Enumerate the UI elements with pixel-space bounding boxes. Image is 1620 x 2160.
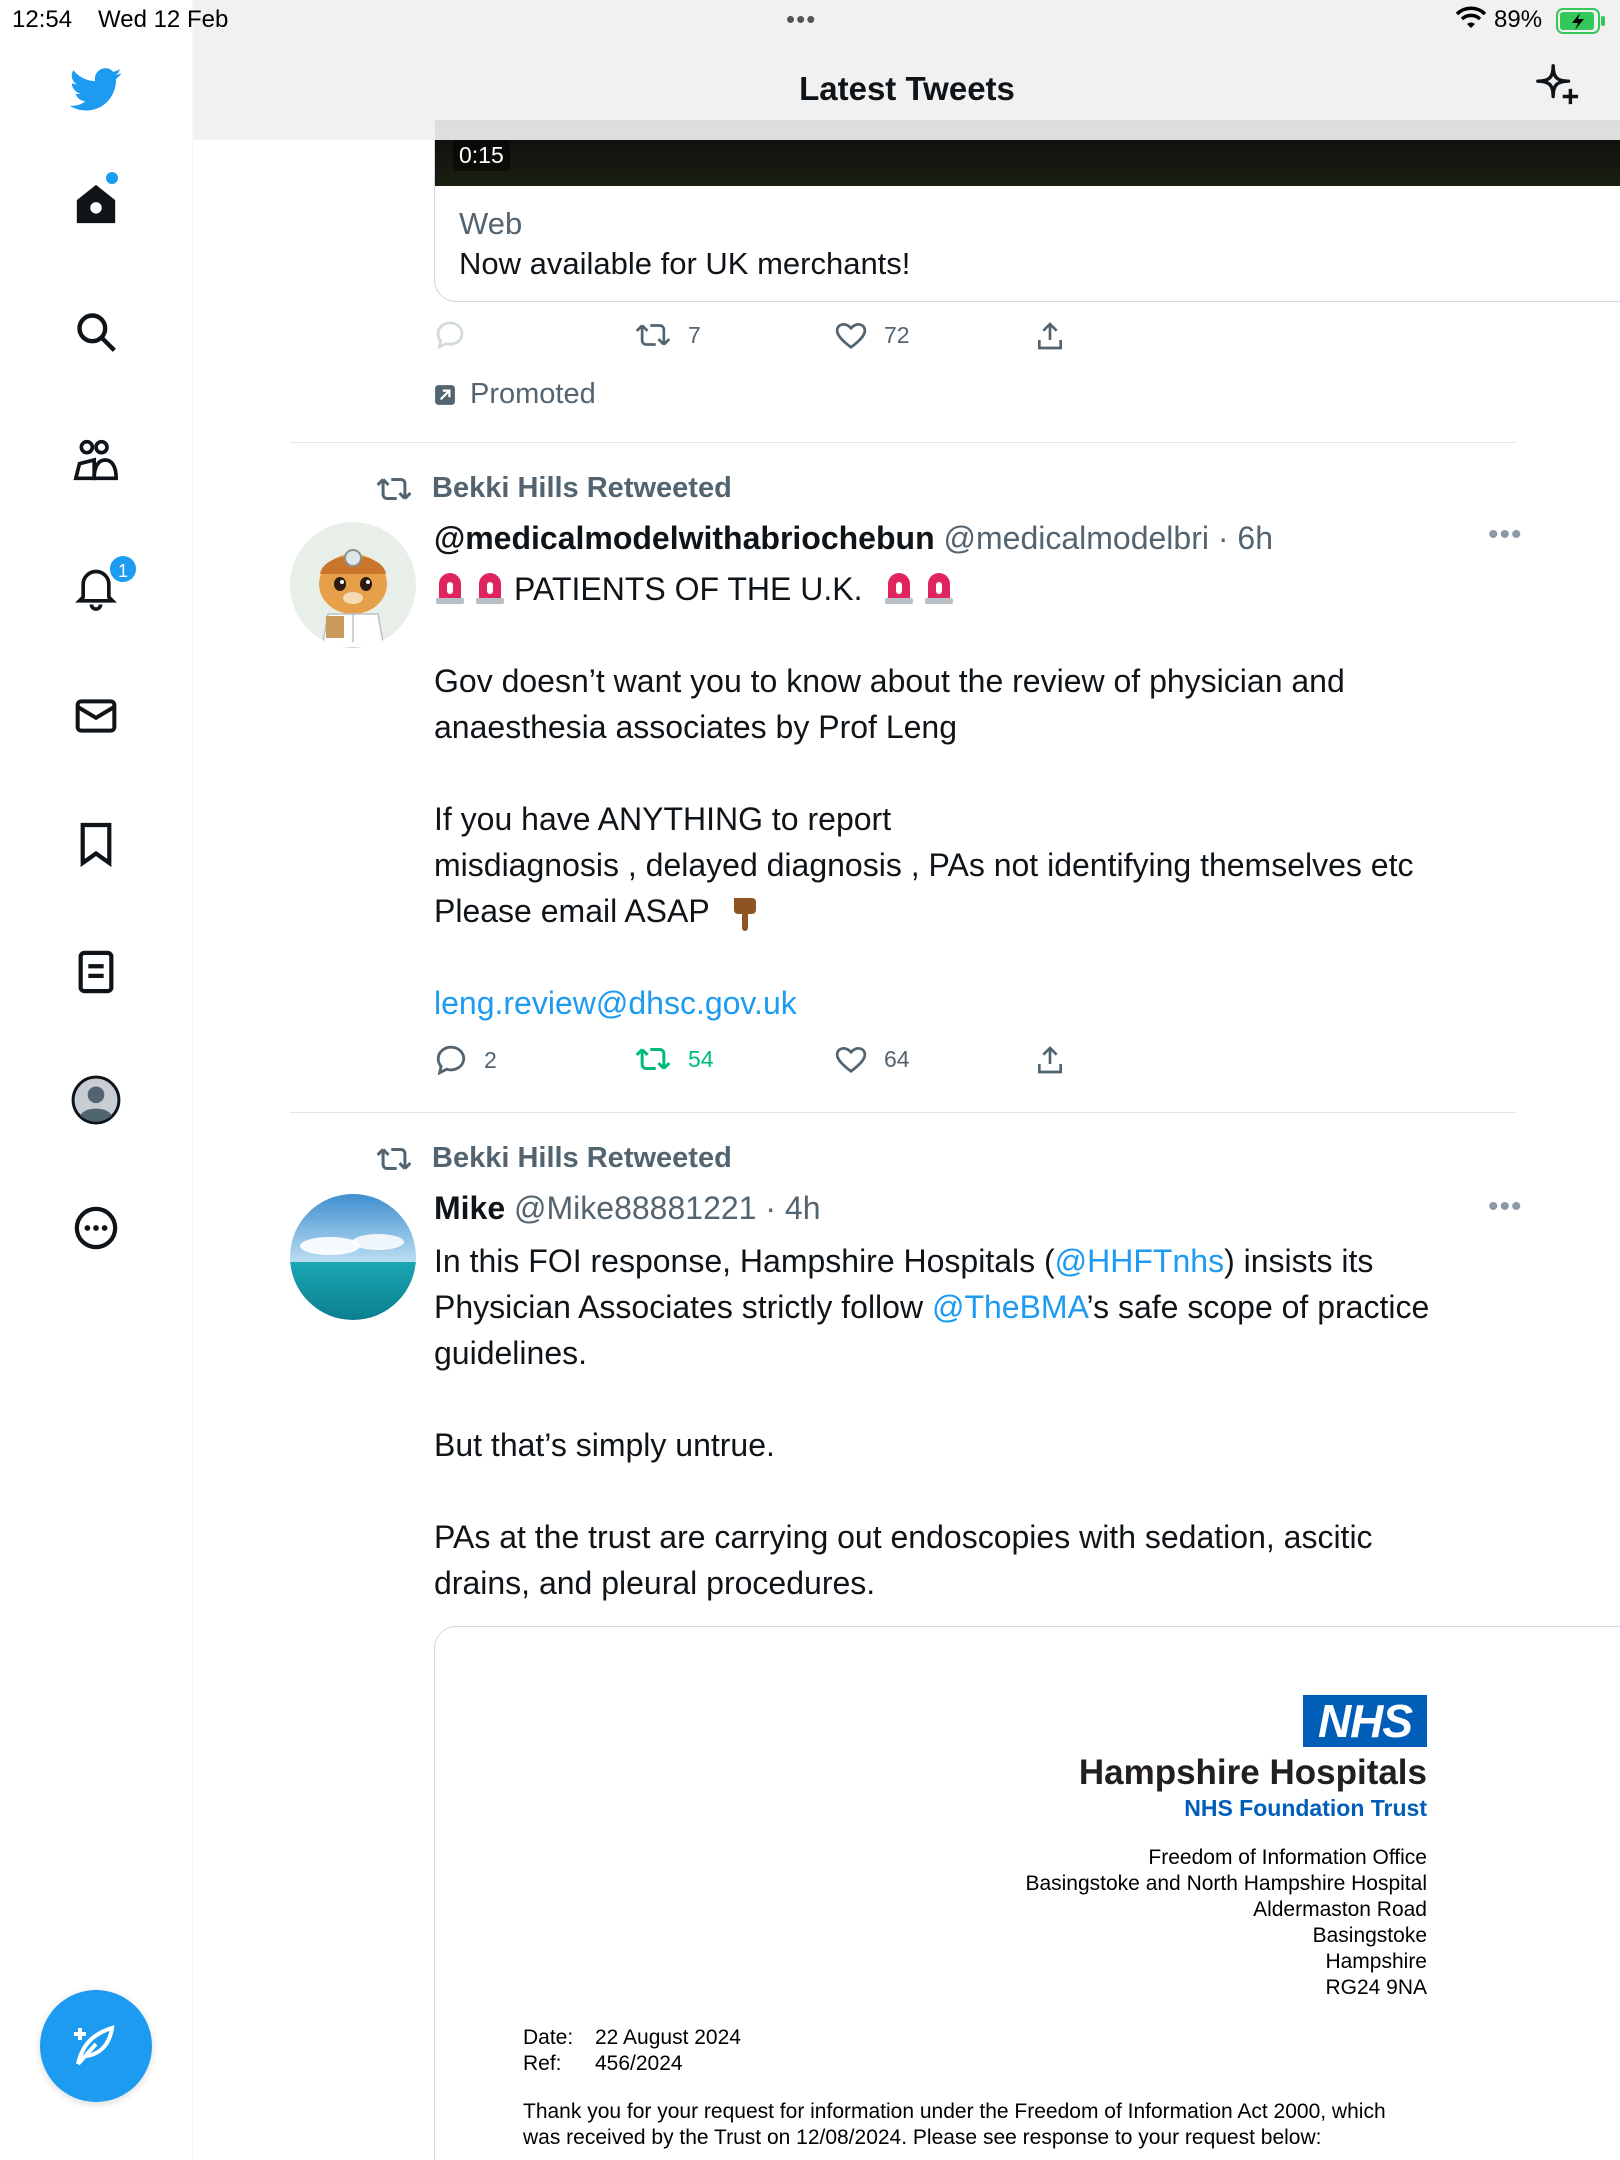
attached-document-image[interactable] [434, 1626, 1620, 2160]
profile-avatar-icon[interactable] [66, 1070, 126, 1130]
compose-tweet-button[interactable] [40, 1990, 152, 2102]
address-line: Basingstoke and North Hampshire Hospital [1025, 1872, 1427, 1895]
retweeted-by-label [374, 1142, 732, 1175]
tweet-more-icon[interactable]: ••• [1488, 1190, 1523, 1223]
user-handle[interactable]: @Mike88881221 [514, 1190, 757, 1226]
search-icon[interactable] [66, 302, 126, 362]
ref-value: 456/2024 [595, 2052, 683, 2075]
tweet-line: guidelines. [434, 1335, 587, 1371]
tweet-time: · 4h [765, 1190, 821, 1226]
communities-icon[interactable] [66, 430, 126, 490]
tweet-text-run: ’s safe scope of practice [1086, 1289, 1430, 1325]
mention-link[interactable]: @HHFTnhs [1054, 1243, 1225, 1279]
promoted-text: Promoted [470, 378, 596, 410]
home-unread-dot [106, 172, 118, 184]
lists-icon[interactable] [66, 942, 126, 1002]
retweet-button[interactable] [634, 320, 701, 350]
video-duration: 0:15 [453, 140, 510, 171]
address-line: Basingstoke [1312, 1924, 1427, 1947]
tweet-body [434, 1238, 1524, 1606]
date-value: 22 August 2024 [595, 2026, 741, 2049]
address-line: Freedom of Information Office [1148, 1846, 1427, 1869]
tweet-line [434, 1238, 1524, 1284]
address-line: RG24 9NA [1325, 1976, 1427, 1999]
share-button[interactable] [1034, 1044, 1066, 1076]
document-body-line: was received by the Trust on 12/08/2024. Please see response to your request below: [523, 2126, 1322, 2149]
tweet-line [434, 1284, 1524, 1330]
status-time: 12:54 [12, 6, 73, 33]
tweet-divider [290, 1112, 1516, 1113]
display-name[interactable]: Mike [434, 1190, 506, 1226]
more-options-icon[interactable] [66, 1198, 126, 1258]
multitasking-dots-icon[interactable]: ••• [786, 4, 817, 34]
retweeted-by-label [374, 472, 732, 505]
police-light-emoji-icon [883, 570, 915, 604]
police-light-emoji-icon [474, 570, 506, 604]
document-body [523, 2099, 1443, 2151]
tweet-line: PAs at the trust are carrying out endoscopies with sedation, ascitic [434, 1519, 1373, 1555]
mention-link[interactable]: @TheBMA [931, 1289, 1087, 1325]
home-icon[interactable] [66, 174, 126, 234]
timeline [194, 0, 1620, 2160]
police-light-emoji-icon [434, 570, 466, 604]
bookmark-icon[interactable] [66, 814, 126, 874]
sidebar [0, 0, 193, 2160]
retweet-button[interactable] [634, 1044, 714, 1074]
tweet-line-text: Please email ASAP [434, 893, 710, 929]
status-bar [0, 0, 1620, 40]
tweet-divider [290, 442, 1516, 443]
retweeted-by-text: Bekki Hills Retweeted [432, 1142, 732, 1174]
reply-button[interactable] [434, 320, 466, 350]
document-address [1025, 1845, 1427, 2001]
tweet-time: · 6h [1217, 520, 1273, 556]
like-count: 64 [884, 1045, 910, 1072]
like-count: 72 [884, 321, 910, 348]
card-domain: Web [459, 206, 523, 241]
tweet-line: anaesthesia associates by Prof Leng [434, 709, 957, 745]
retweeted-by-text: Bekki Hills Retweeted [432, 472, 732, 504]
tweet-line [434, 566, 1524, 612]
address-line: Aldermaston Road [1253, 1898, 1427, 1921]
document-org-name: Hampshire Hospitals [1078, 1753, 1427, 1792]
page-title: Latest Tweets [799, 70, 1015, 107]
tweet-line: Gov doesn’t want you to know about the review of physician and [434, 663, 1345, 699]
tweet-text-run: Physician Associates strictly follow [434, 1289, 932, 1325]
display-name[interactable]: @medicalmodelwithabriochebun [434, 520, 935, 556]
twitter-logo-icon[interactable] [66, 60, 126, 120]
tweet-text-run: ) insists its [1224, 1243, 1374, 1279]
document-trust-name: NHS Foundation Trust [1184, 1795, 1427, 1821]
tweet-header [434, 520, 1273, 557]
battery-percent: 89% [1494, 6, 1543, 33]
avatar[interactable] [290, 1194, 416, 1320]
tweet-header [434, 1190, 820, 1227]
address-line: Hampshire [1325, 1950, 1427, 1973]
messages-envelope-icon[interactable] [66, 686, 126, 746]
reply-button[interactable] [434, 1044, 497, 1076]
wifi-icon [1456, 6, 1486, 37]
tweet-line: misdiagnosis , delayed diagnosis , PAs not identifying themselves etc [434, 847, 1414, 883]
police-light-emoji-icon [923, 570, 955, 604]
status-date: Wed 12 Feb [98, 6, 229, 33]
email-link[interactable]: leng.review@dhsc.gov.uk [434, 985, 797, 1021]
date-label: Date: [523, 2026, 574, 2049]
reply-count: 2 [484, 1046, 497, 1073]
ref-label: Ref: [523, 2052, 562, 2075]
retweet-count: 54 [688, 1045, 714, 1072]
notification-count-badge: 1 [108, 554, 138, 584]
share-button[interactable] [1034, 320, 1066, 352]
battery-charging-icon [1556, 8, 1606, 41]
tweet-body [434, 566, 1524, 1026]
tweet-line [434, 888, 1524, 934]
sparkle-icon[interactable] [1534, 62, 1580, 113]
tweet-line: But that’s simply untrue. [434, 1427, 775, 1463]
document-meta [523, 2025, 741, 2077]
tweet-text-run: In this FOI response, Hampshire Hospitals ( [434, 1243, 1055, 1279]
document-body-line: Thank you for your request for information under the Freedom of Information Act 2000, which [523, 2100, 1386, 2123]
like-button[interactable] [834, 320, 910, 350]
tweet-action-bar [434, 1044, 1534, 1084]
tweet-more-icon[interactable]: ••• [1488, 518, 1523, 551]
pointing-down-emoji-icon [730, 894, 760, 932]
like-button[interactable] [834, 1044, 910, 1074]
tweet-headline-text: PATIENTS OF THE U.K. [514, 571, 863, 607]
card-headline: Now available for UK merchants! [459, 246, 911, 281]
promo-link-card[interactable] [434, 120, 1620, 302]
nhs-logo: NHS [1303, 1695, 1427, 1747]
tweet-line: drains, and pleural procedures. [434, 1565, 876, 1601]
avatar[interactable] [290, 522, 416, 648]
promo-action-bar [434, 320, 1534, 360]
user-handle[interactable]: @medicalmodelbri [943, 520, 1209, 556]
retweet-count: 7 [688, 321, 701, 348]
tweet-line: If you have ANYTHING to report [434, 801, 892, 837]
promoted-label [434, 378, 596, 411]
